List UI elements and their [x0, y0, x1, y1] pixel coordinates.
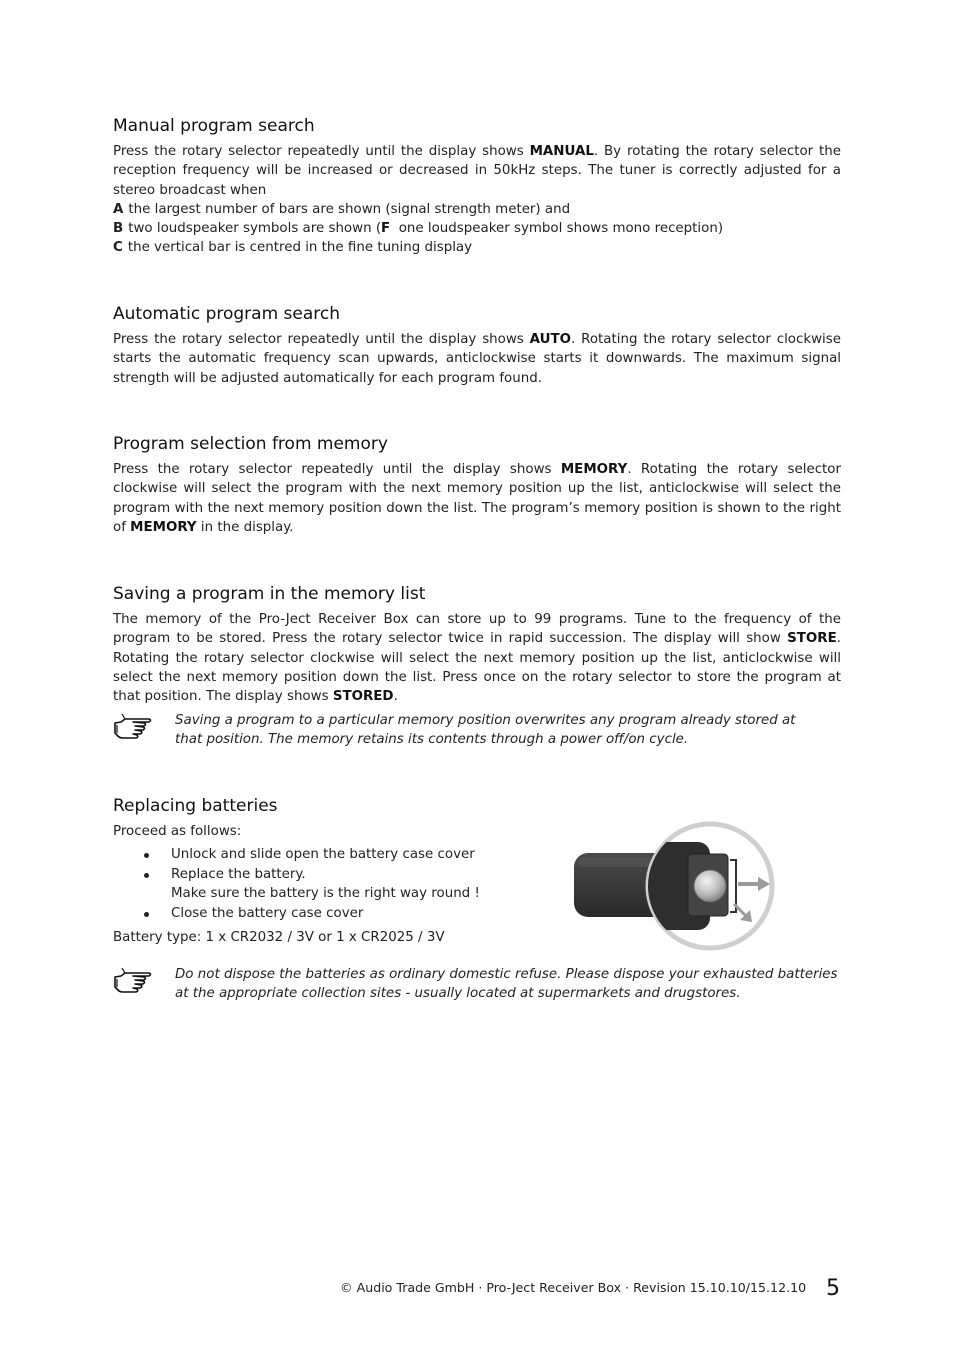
list-item: Close the battery case cover — [113, 904, 841, 924]
list-item-b: B two loudspeaker symbols are shown (F one loudspeaker symbol shows mono reception) — [113, 221, 724, 237]
heading-replacing-batteries: Replacing batteries — [113, 796, 278, 816]
memory-selection-paragraph: Press the rotary selector repeatedly until the display shows MEMORY. Rotating the rotary selector clockwise will select the program with the next memory position up the list, anticlockwise will select the program with the next memory position down the list. The program’s memory position is shown to the right of MEMORY in the display. — [113, 462, 841, 535]
keyword-auto: AUTO — [529, 332, 572, 347]
pointing-hand-icon — [113, 711, 175, 745]
pointing-hand-icon — [113, 965, 175, 999]
list-item-a: A the largest number of bars are shown (signal strength meter) and — [113, 201, 571, 217]
heading-auto-search: Automatic program search — [113, 304, 341, 324]
heading-manual-search: Manual program search — [113, 116, 315, 136]
note-batteries-text: Do not dispose the batteries as ordinary domestic refuse. Please dispose your exhausted batteries at the appropriate collection sites - usually located at supermarkets and drugstores. — [175, 967, 838, 1002]
battery-case-illustration — [570, 820, 780, 959]
heading-saving-program: Saving a program in the memory list — [113, 584, 426, 604]
section-manual-search — [113, 115, 841, 258]
battery-type: Battery type: 1 x CR2032 / 3V or 1 x CR2025 / 3V — [113, 929, 445, 945]
note-batteries — [113, 965, 848, 1004]
manual-search-paragraph: Press the rotary selector repeatedly until the display shows MANUAL. By rotating the rotary selector the reception frequency will be increased or decreased in 50kHz steps. The tuner is correctly adjusted for a stereo broadcast when — [113, 144, 841, 198]
note-saving-text: Saving a program to a particular memory position overwrites any program already stored at that position. The memory retains its contents through a power off/on cycle. — [175, 713, 796, 748]
list-item: Replace the battery. Make sure the battery is the right way round ! — [113, 865, 841, 904]
page-number: 5 — [826, 1276, 840, 1301]
section-memory-selection — [113, 433, 841, 537]
heading-memory-selection: Program selection from memory — [113, 434, 388, 454]
section-auto-search — [113, 303, 841, 388]
saving-program-paragraph: The memory of the Pro-Ject Receiver Box can store up to 99 programs. Tune to the frequency of the program to be stored. Press the rotary selector twice in rapid succession. The display will show STORE. Rotating the rotary selector clockwise will select the next memory position up the list, anticlockwise will select the next memory position down the list. Press once on the rotary selector to store the program at that position. The display shows STORED. — [113, 612, 841, 705]
list-item: Unlock and slide open the battery case cover — [113, 845, 841, 865]
footer-text: © Audio Trade GmbH · Pro-Ject Receiver Box · Revision 15.10.10/15.12.10 — [340, 1280, 807, 1295]
auto-search-paragraph: Press the rotary selector repeatedly until the display shows AUTO. Rotating the rotary selector clockwise starts the automatic frequency scan upwards, anticlockwise starts it downwards. The maximum signal strength will be adjusted automatically for each program found. — [113, 332, 841, 386]
list-item-c: C the vertical bar is centred in the fine tuning display — [113, 240, 473, 256]
keyword-manual: MANUAL — [529, 144, 594, 159]
section-saving-program — [113, 583, 841, 706]
note-saving — [113, 711, 813, 750]
batteries-intro: Proceed as follows: — [113, 824, 242, 839]
